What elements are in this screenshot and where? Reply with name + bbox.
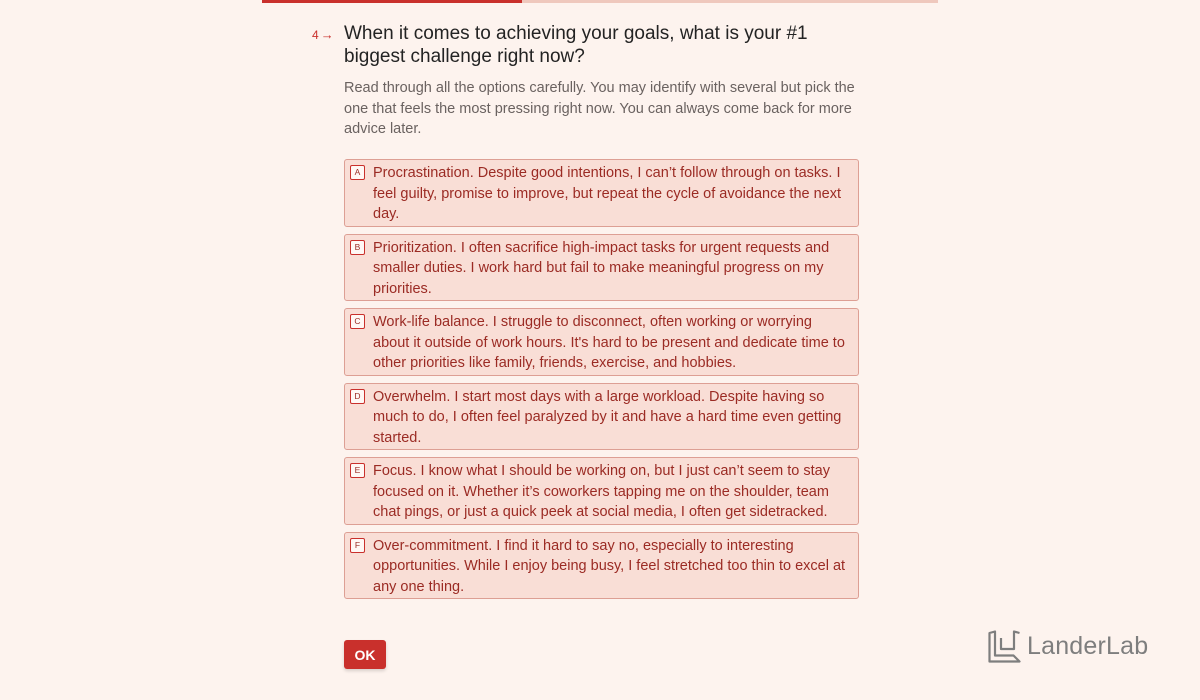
option-a[interactable] [344, 159, 859, 227]
ok-button[interactable]: OK [344, 640, 386, 669]
progress-bar-fill [262, 0, 522, 3]
brand-logo [988, 630, 1148, 663]
option-text: Overwhelm. I start most days with a large workload. Despite having so much to do, I often feel paralyzed by it and have a hard time even getting started. [373, 388, 842, 446]
option-text: Procrastination. Despite good intentions, I can’t follow through on tasks. I feel guilty, promise to improve, but repeat the cycle of avoidance the next day. [373, 165, 842, 222]
option-text: Over-commitment. I find it hard to say no, especially to interesting opportunities. While I enjoy being busy, I feel stretched too thin to excel at any one thing. [373, 537, 846, 595]
option-text: Work-life balance. I struggle to disconnect, often working or worrying about it outside of work hours. It's hard to be present and dedicate time to other priorities like family, friends, exercise, and hobbies. [373, 314, 845, 371]
option-e[interactable] [344, 457, 859, 525]
option-key-badge: B [350, 240, 365, 255]
question-description: Read through all the options carefully. You may identify with several but pick the one that feels the most pressing right now. You can always come back for more advice later. [344, 80, 855, 137]
option-key-badge: C [350, 314, 365, 329]
option-key-badge: F [350, 538, 365, 553]
option-text: Prioritization. I often sacrifice high-impact tasks for urgent requests and smaller duties. I work hard but fail to make meaningful progress on my priorities. [373, 239, 830, 297]
question-number [312, 27, 334, 42]
option-d[interactable] [344, 383, 859, 451]
landerlab-logo-icon [988, 630, 1021, 663]
option-key-badge: A [350, 165, 365, 180]
brand-name: LanderLab [1027, 632, 1149, 660]
question-title: When it comes to achieving your goals, what is your #1 biggest challenge right now? [344, 23, 808, 67]
option-f[interactable] [344, 532, 859, 600]
option-key-badge: D [350, 389, 365, 404]
option-c[interactable] [344, 308, 859, 376]
progress-bar [262, 0, 938, 3]
question-number-label: 4 [312, 27, 319, 42]
arrow-right-icon: → [320, 27, 334, 42]
option-b[interactable] [344, 234, 859, 302]
question-block [312, 22, 872, 140]
option-key-badge: E [350, 463, 365, 478]
option-text: Focus. I know what I should be working on, but I just can’t seem to stay focused on it. Whether it’s coworkers tapping me on the shoulder, team chat pings, or just a quick peek at social media, I often get sidetracked. [373, 463, 830, 520]
answer-options [344, 159, 859, 606]
